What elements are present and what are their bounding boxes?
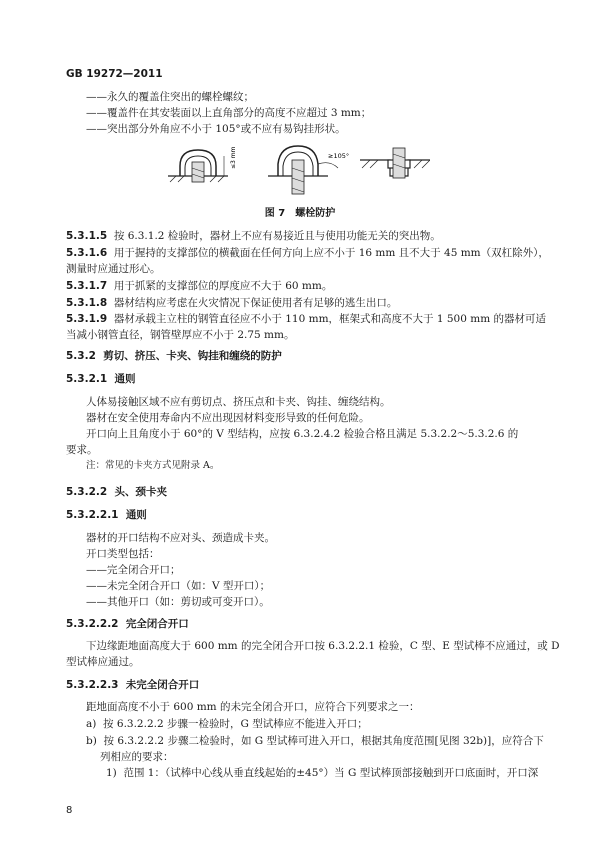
- bullet-item: ——突出部分外角应不小于 105°或不应有易钩挂形状。: [86, 123, 346, 135]
- section-heading: [66, 350, 282, 362]
- paragraph: 器材在安全使用寿命内不应出现因材料变形导致的任何危险。: [86, 412, 370, 424]
- angled-cap-drawing: [268, 146, 349, 194]
- paragraph-continuation: 要求。: [66, 444, 98, 456]
- clause-text: 器材结构应考虑在火灾情况下保证使用者有足够的逃生出口。: [113, 297, 398, 309]
- section-heading: [66, 618, 189, 630]
- bullet-item: ——其他开口（如：剪切或可变开口）。: [86, 596, 270, 608]
- paragraph: 开口向上且角度小于 60°的 V 型结构，应按 6.3.2.4.2 检验合格且满足 5.3.2.2～5.3.2.6 的: [86, 428, 519, 440]
- angle-label: ≥105°: [328, 152, 350, 160]
- clause-number: 5.3.1.8: [66, 297, 108, 309]
- clause-text: 按 6.3.1.2 检验时，器材上不应有易接近且与使用功能无关的突出物。: [113, 230, 441, 242]
- section-heading: [66, 509, 147, 521]
- bullet-item: ——永久的覆盖住突出的螺栓螺纹；: [86, 91, 254, 103]
- list-marker: b): [86, 735, 97, 747]
- bullet-item: ——覆盖件在其安装面以上直角部分的高度不应超过 3 mm；: [86, 107, 372, 119]
- bullet-item: ——完全闭合开口；: [86, 564, 181, 576]
- section-heading: [66, 486, 167, 498]
- standard-header: GB 19272—2011: [66, 68, 163, 80]
- list-item-b: [86, 735, 544, 747]
- section-heading: [66, 679, 199, 691]
- paragraph: 下边缘距地面高度大于 600 mm 的完全闭合开口按 6.3.2.2.1 检验，C 型、E 型试棒不应通过，或 D: [86, 640, 560, 652]
- section-title: 未完全闭合开口: [125, 679, 200, 691]
- section-heading: [66, 373, 136, 385]
- clause-number: 5.3.1.6: [66, 247, 108, 259]
- list-marker: a): [86, 718, 97, 730]
- list-item-1: [106, 767, 538, 779]
- section-number: 5.3.2.2.2: [66, 618, 119, 630]
- paragraph: 器材的开口结构不应对头、颈造成卡夹。: [86, 532, 275, 544]
- clause-text: 器材承载主立柱的钢管直径应不小于 110 mm，框架式和高度不大于 1 500 mm 的器材可适: [113, 313, 547, 325]
- section-title: 通则: [114, 373, 136, 385]
- recessed-bolt-drawing: [360, 148, 430, 178]
- clause-continuation: 测量时应通过形心。: [66, 263, 161, 275]
- clause-number: 5.3.1.5: [66, 230, 108, 242]
- clause-row: [66, 247, 549, 259]
- note: 注：常见的卡夹方式见附录 A。: [86, 460, 220, 471]
- section-number: 5.3.2.2.1: [66, 509, 119, 521]
- paragraph-continuation: 型试棒应通过。: [66, 656, 140, 668]
- bullet-item: ——未完全闭合开口（如：V 型开口）；: [86, 580, 271, 592]
- paragraph: 人体易接触区域不应有剪切点、挤压点和卡夹、钩挂、缠绕结构。: [86, 396, 391, 408]
- clause-row: [66, 297, 397, 309]
- section-title: 通则: [125, 509, 147, 521]
- clause-number: 5.3.1.7: [66, 280, 108, 292]
- clause-text: 用于握持的支撑部位的横截面在任何方向上应不小于 16 mm 且不大于 45 mm（双杠除外），: [113, 247, 549, 259]
- list-text: 按 6.3.2.2.2 步骤二检验时，如 G 型试棒可进入开口，根据其角度范围[见图 32b)]，应符合下: [103, 735, 544, 747]
- paragraph: 距地面高度不小于 600 mm 的未完全闭合开口，应符合下列要求之一：: [86, 701, 420, 713]
- section-title: 剪切、挤压、卡夹、钩挂和缠绕的防护: [103, 350, 282, 362]
- list-continuation: 列相应的要求：: [100, 751, 174, 763]
- section-title: 头、颈卡夹: [114, 486, 168, 498]
- clause-text: 用于抓紧的支撑部位的厚度应不大于 60 mm。: [113, 280, 333, 292]
- list-text: 范围 1：（试棒中心线从垂直线起始的±45°）当 G 型试棒顶部接触到开口底面时，开口深: [123, 767, 539, 779]
- paragraph: 开口类型包括：: [86, 548, 160, 560]
- section-title: 完全闭合开口: [125, 618, 189, 630]
- clause-number: 5.3.1.9: [66, 313, 108, 325]
- section-number: 5.3.2.1: [66, 373, 108, 385]
- clause-row: [66, 280, 332, 292]
- dim-label: ≤3 mm: [230, 146, 237, 169]
- list-text: 按 6.3.2.2.2 步骤一检验时，G 型试棒应不能进入开口；: [103, 718, 368, 730]
- page-number: 8: [66, 805, 73, 816]
- figure-caption: 图 7 螺栓防护: [264, 208, 336, 219]
- section-number: 5.3.2: [66, 350, 96, 362]
- clause-continuation: 当减小钢管直径，钢管壁厚应不小于 2.75 mm。: [66, 329, 295, 341]
- list-marker: 1): [106, 767, 117, 779]
- section-number: 5.3.2.2: [66, 486, 108, 498]
- dome-cap-drawing: [168, 146, 237, 182]
- bolt-protection-figure: [168, 138, 430, 198]
- clause-row: [66, 230, 441, 242]
- list-item-a: [86, 718, 368, 730]
- section-number: 5.3.2.2.3: [66, 679, 119, 691]
- clause-row: [66, 313, 546, 325]
